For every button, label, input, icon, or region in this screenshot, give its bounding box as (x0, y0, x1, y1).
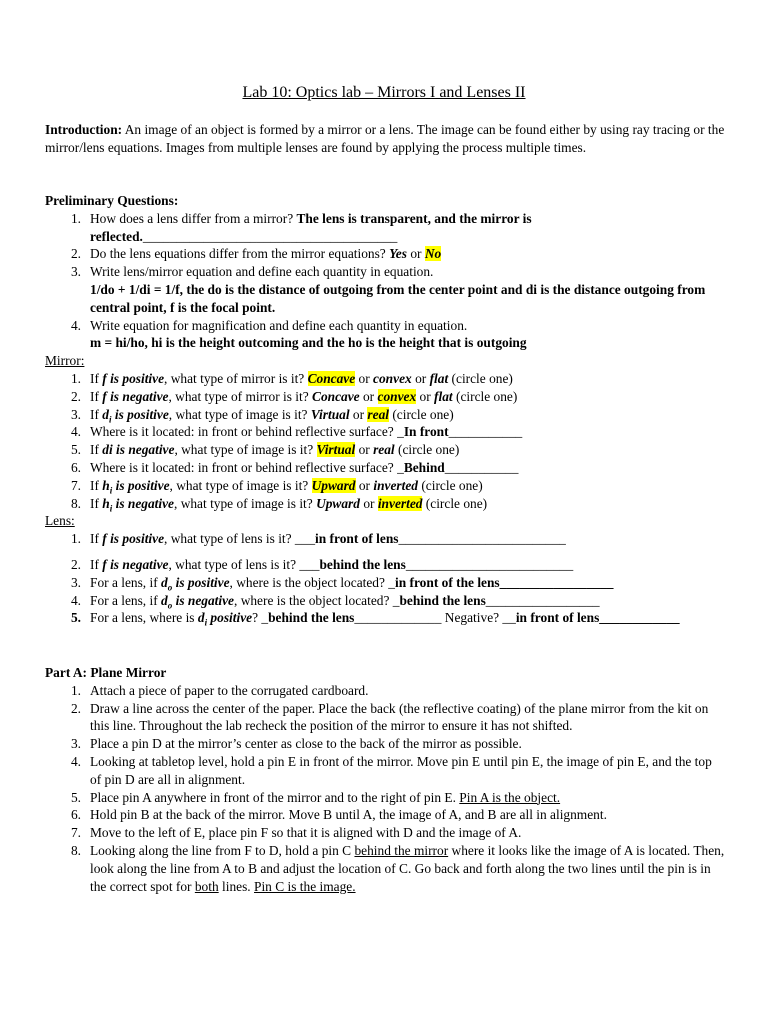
item-text: , where is the object located? _ (234, 592, 400, 608)
condition-rest: is positive (172, 574, 230, 590)
condition (161, 574, 230, 593)
step-underlined: Pin C is the image. (254, 878, 356, 894)
step-text: Place pin A anywhere in front of the mirror and to the right of pin E. (90, 789, 460, 805)
answer-blank: ______________________________________ (142, 228, 398, 244)
option-separator: or (411, 370, 430, 386)
item-text: , what type of mirror is it? (168, 388, 313, 404)
list-number: 7. (70, 825, 81, 841)
list-number: 2. (70, 700, 81, 716)
option-convex: convex (373, 370, 412, 386)
list-number: 5. (70, 442, 81, 458)
step-text: Looking at tabletop level, hold a pin E in front of the mirror. Move pin E until pin E, the image of pin E, and the top of pin D are all in alignment. (90, 753, 712, 787)
list-number: 5. (70, 789, 81, 805)
mirror-list (45, 370, 725, 512)
option-separator: or (349, 406, 368, 422)
condition (161, 592, 234, 611)
option-virtual-selected: Virtual (316, 442, 356, 458)
list-number: 3. (70, 264, 81, 280)
step-text: Place a pin D at the mirror’s center as close to the back of the mirror as possible. (90, 736, 522, 752)
part-a-heading: Part A: Plane Mirror (45, 665, 167, 680)
list-number: 2. (70, 246, 81, 262)
prelim-question-4 (45, 317, 725, 353)
condition (102, 406, 169, 425)
item-text: If (90, 531, 103, 547)
list-number: 6. (70, 807, 81, 823)
condition-subscript: i (109, 485, 113, 496)
lens-item-1 (45, 530, 725, 548)
condition-subscript: i (109, 503, 113, 514)
condition-rest: positive (207, 610, 253, 626)
step-text: Hold pin B at the back of the mirror. Move B until A, the image of A, and B are all in alignment. (90, 807, 607, 823)
item-text: If (90, 370, 103, 386)
condition-subscript: i (108, 414, 112, 425)
item-text: If (90, 477, 103, 493)
step-text: where it looks like the image of A is located. Then, look along the line from A to B and adjust the location of C. Go back and forth along the two lines until the pin is in the correct spot for (90, 842, 725, 894)
answer-text: in front of lens (515, 610, 600, 626)
list-number: 1. (70, 370, 81, 386)
item-text: For a lens, where is (90, 610, 198, 626)
condition: f is negative (102, 556, 169, 572)
condition-var: d (161, 574, 168, 590)
lens-item-2 (45, 556, 725, 574)
condition-rest: is positive (111, 406, 169, 422)
option-no-selected: No (424, 246, 442, 262)
list-number: 4. (70, 317, 81, 333)
option-concave-selected: Concave (307, 370, 356, 386)
option-separator: or (406, 246, 425, 262)
lens-list (45, 530, 725, 627)
mirror-label: Mirror: (45, 353, 85, 369)
condition-subscript: o (167, 600, 173, 611)
mirror-item-2 (45, 388, 725, 406)
preliminary-section (45, 192, 725, 627)
item-text: , what type of image is it? (169, 477, 312, 493)
item-text: If (90, 442, 103, 458)
item-text: , where is the object located? _ (229, 574, 395, 590)
list-number: 4. (70, 753, 81, 769)
item-text: (circle one) (417, 477, 483, 493)
answer-text: The lens is transparent, and the mirror is reflected. (90, 210, 532, 244)
item-text: (circle one) (422, 495, 488, 511)
page-title: Lab 10: Optics lab – Mirrors I and Lenses II (242, 84, 526, 101)
prelim-question-1 (45, 210, 725, 246)
list-number: 4. (70, 592, 81, 608)
answer-blank: _________________________ (398, 531, 566, 547)
answer-blank: _________________ (485, 592, 600, 608)
list-number: 2. (70, 556, 81, 572)
option-concave: Concave (312, 388, 360, 404)
lens-label: Lens: (45, 513, 75, 529)
condition: f is negative (102, 388, 169, 404)
condition: di is negative (102, 442, 175, 458)
introduction-paragraph (45, 121, 725, 157)
question-text: Do the lens equations differ from the mirror equations? (90, 246, 390, 262)
mirror-item-8 (45, 495, 725, 513)
step-underlined: behind the mirror (354, 842, 449, 858)
list-number: 1. (70, 531, 81, 547)
list-number: 2. (70, 388, 81, 404)
answer-text: behind the lens (399, 592, 486, 608)
question-text: Write equation for magnification and define each quantity in equation. (90, 317, 468, 333)
option-separator: or (359, 388, 378, 404)
lens-item-4 (45, 592, 725, 610)
step-text: lines. (218, 878, 255, 894)
intro-label: Introduction: (45, 122, 123, 137)
item-text: (circle one) (389, 406, 454, 422)
answer-text: behind the lens (268, 610, 355, 626)
part-a-section (45, 664, 725, 895)
option-flat: flat (434, 388, 453, 404)
question-text: Write lens/mirror equation and define each quantity in equation. (90, 264, 434, 280)
list-number: 3. (70, 406, 81, 422)
item-text: If (90, 406, 103, 422)
item-text: ? _ (252, 610, 269, 626)
condition-rest: is negative (172, 592, 234, 608)
step-4 (45, 753, 725, 789)
mirror-item-5 (45, 441, 725, 459)
item-text: Where is it located: in front or behind reflective surface? _ (90, 459, 404, 475)
answer-blank: _________________ (499, 574, 614, 590)
step-text: Draw a line across the center of the paper. Place the back (the reflective coating) of the plane mirror from the kit on this line. Throughout the lab recheck the position of the mirror to ensure it has not shifted. (90, 700, 709, 734)
option-inverted: inverted (373, 477, 418, 493)
step-underlined: Pin A is the object. (459, 789, 561, 805)
list-number: 7. (70, 477, 81, 493)
part-a-steps (45, 682, 725, 896)
step-8 (45, 842, 725, 895)
item-text: For a lens, if (90, 574, 162, 590)
condition-var: d (161, 592, 168, 608)
answer-blank: ___________ (444, 459, 519, 475)
condition: f is positive (102, 531, 165, 547)
answer-text: in front of lens (315, 531, 399, 547)
option-flat: flat (429, 370, 449, 386)
option-convex-selected: convex (377, 388, 417, 404)
step-6 (45, 806, 725, 824)
condition-var: h (102, 477, 110, 493)
answer-text: m = hi/ho, hi is the height outcoming and the ho is the height that is outgoing (90, 335, 527, 351)
option-upward-selected: Upward (311, 477, 356, 493)
condition (197, 610, 253, 628)
answer-text: In front (403, 424, 449, 440)
step-3 (45, 735, 725, 753)
option-separator: or (355, 442, 374, 458)
list-number: 8. (70, 495, 81, 511)
mirror-item-3 (45, 406, 725, 424)
condition (102, 495, 174, 514)
lens-item-3 (45, 574, 725, 592)
answer-text: 1/do + 1/di = 1/f, the do is the distance of outgoing from the center point and di is the distance outgoing from central point, f is the focal point. (90, 281, 706, 315)
option-separator: or (355, 370, 374, 386)
condition-subscript: o (167, 582, 173, 593)
condition-var: d (197, 610, 205, 626)
condition (102, 477, 170, 496)
step-2 (45, 700, 725, 736)
step-text: Attach a piece of paper to the corrugated cardboard. (90, 682, 369, 698)
item-text: (circle one) (452, 388, 518, 404)
option-virtual: Virtual (310, 406, 350, 422)
item-text: , what type of image is it? (174, 442, 317, 458)
prelim-heading: Preliminary Questions: (45, 193, 179, 208)
option-real: real (373, 442, 395, 458)
list-number: 3. (70, 574, 81, 590)
list-number: 8. (70, 842, 81, 858)
item-text: (circle one) (448, 370, 513, 386)
option-separator: or (355, 477, 374, 493)
item-text: If (90, 388, 103, 404)
item-text: Negative? __ (441, 610, 516, 626)
item-text: Where is it located: in front or behind reflective surface? _ (90, 424, 404, 440)
step-text: Move to the left of E, place pin F so that it is aligned with D and the image of A. (90, 825, 522, 841)
condition-rest: is positive (112, 477, 170, 493)
step-underlined: both (194, 878, 219, 894)
mirror-item-6 (45, 459, 725, 477)
condition-var: h (102, 495, 110, 511)
option-upward: Upward (316, 495, 360, 511)
item-text: If (90, 495, 103, 511)
answer-text: Behind (403, 459, 445, 475)
option-separator: or (359, 495, 378, 511)
prelim-question-2 (45, 245, 725, 263)
list-number: 4. (70, 424, 81, 440)
item-text: , what type of image is it? (168, 406, 311, 422)
answer-blank: ___________ (448, 424, 523, 440)
answer-blank: _____________ (354, 610, 442, 626)
prelim-question-3 (45, 263, 725, 316)
mirror-item-4 (45, 423, 725, 441)
condition: f is positive (102, 370, 165, 386)
list-number: 6. (70, 459, 81, 475)
mirror-item-7 (45, 477, 725, 495)
item-text: For a lens, if (90, 592, 162, 608)
condition-rest: is negative (112, 495, 174, 511)
item-text: , what type of lens is it? ___ (168, 556, 320, 572)
step-1 (45, 682, 725, 700)
answer-text: behind the lens (319, 556, 406, 572)
prelim-list (45, 210, 725, 352)
intro-text: An image of an object is formed by a mirror or a lens. The image can be found either by using ray tracing or the mirror/lens equations. Images from multiple lenses are found by applying the process multiple times. (45, 122, 725, 155)
step-7 (45, 824, 725, 842)
item-text: (circle one) (394, 442, 460, 458)
condition-var: d (102, 406, 109, 422)
item-text: , what type of mirror is it? (164, 370, 308, 386)
list-number: 5. (70, 610, 81, 626)
condition-subscript: i (204, 618, 208, 628)
answer-text: in front of the lens (395, 574, 500, 590)
question-text: How does a lens differ from a mirror? (90, 210, 297, 226)
list-number: 3. (70, 736, 81, 752)
option-inverted-selected: inverted (377, 495, 423, 511)
option-yes: Yes (389, 246, 407, 262)
item-text: , what type of lens is it? ___ (164, 531, 316, 547)
item-text: If (90, 556, 103, 572)
mirror-item-1 (45, 370, 725, 388)
option-separator: or (416, 388, 435, 404)
answer-blank: _________________________ (405, 556, 574, 572)
list-number: 1. (70, 682, 81, 698)
lens-item-5 (45, 609, 725, 627)
item-text: , what type of image is it? (174, 495, 317, 511)
list-number: 1. (70, 210, 81, 226)
answer-blank: ____________ (599, 610, 680, 626)
step-5 (45, 789, 725, 807)
step-text: Looking along the line from F to D, hold a pin C (90, 842, 355, 858)
option-real-selected: real (367, 406, 389, 422)
